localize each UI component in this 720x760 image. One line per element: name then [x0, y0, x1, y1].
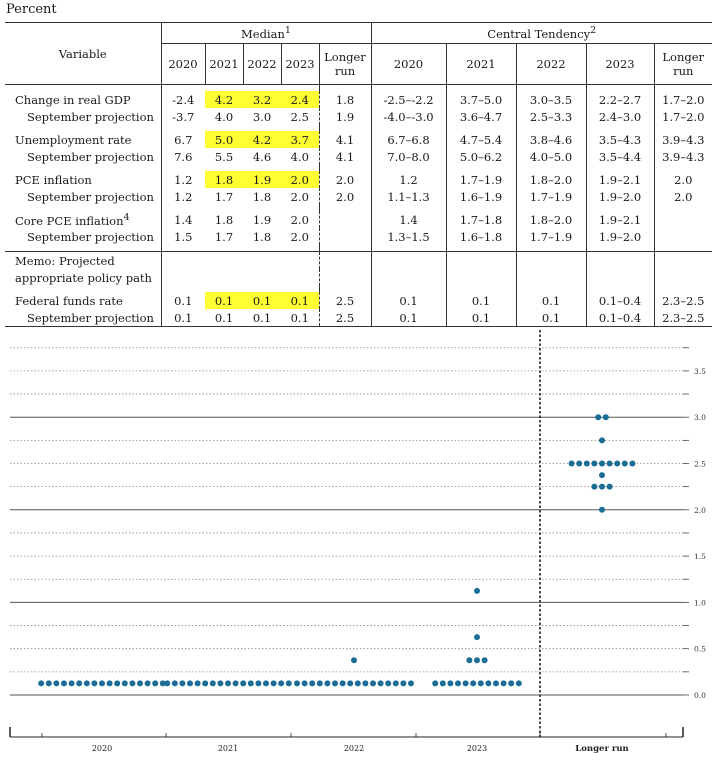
median-cell: 0.1: [161, 292, 205, 309]
dot-point: [393, 680, 399, 686]
central-tendency-cell: 1.7–1.8: [446, 211, 516, 228]
central-tendency-cell: 3.0–3.5: [516, 91, 586, 108]
median-longer-run-cell: 1.8: [319, 91, 371, 108]
dot-point: [355, 680, 361, 686]
memo-label-2: appropriate policy path: [15, 270, 152, 285]
projections-table: [5, 22, 712, 327]
dot-point: [351, 657, 357, 663]
dot-point: [378, 680, 384, 686]
memo-row-1: [5, 252, 712, 270]
dot-point: [576, 461, 582, 467]
median-cell: 1.5: [161, 228, 205, 245]
central-tendency-cell: 6.7–6.8: [371, 131, 446, 148]
x-tick-label: 2020: [91, 744, 113, 753]
memo-label: Memo: Projected: [5, 252, 161, 270]
median-longer-run-cell: 4.1: [319, 131, 371, 148]
central-tendency-cell: 1.8–2.0: [516, 171, 586, 188]
row-label: September projection: [5, 309, 161, 327]
dot-point: [145, 680, 151, 686]
dot-point: [99, 680, 105, 686]
dot-point: [629, 461, 635, 467]
ct-longer-run-cell: 3.9–4.3: [654, 148, 712, 165]
dot-point: [516, 680, 522, 686]
variable-header: Variable: [5, 23, 161, 85]
dot-point: [61, 680, 67, 686]
central-tendency-cell: 5.0–6.2: [446, 148, 516, 165]
y-tick-label: 1.0: [694, 598, 706, 608]
median-cell: 2.0: [290, 189, 309, 204]
dot-point: [38, 680, 44, 686]
dot-point: [478, 680, 484, 686]
ct-longer-run-cell: 2.0: [654, 188, 712, 205]
central-tendency-cell: 1.6–1.9: [446, 188, 516, 205]
table-row: [5, 108, 712, 125]
dot-point: [53, 680, 59, 686]
dot-point: [69, 680, 75, 686]
dot-point: [474, 588, 480, 594]
median-cell: 0.1: [205, 309, 243, 327]
table-row: [5, 188, 712, 205]
median-cell: 1.8: [205, 171, 243, 188]
central-tendency-cell: 1.9–2.0: [586, 188, 654, 205]
median-cell: 6.7: [161, 131, 205, 148]
median-cell: 1.8: [252, 189, 272, 204]
median-cell: 1.2: [161, 188, 205, 205]
median-cell: 2.0: [290, 212, 309, 227]
median-header: Median$^1$: [161, 23, 371, 44]
ct-longer-run-cell: 1.7–2.0: [654, 108, 712, 125]
dot-point: [195, 680, 201, 686]
median-year-2022: 2022: [243, 44, 281, 85]
table-row: [5, 91, 712, 108]
central-tendency-cell: 3.5–4.3: [586, 131, 654, 148]
dot-point: [591, 484, 597, 490]
dot-point: [172, 680, 178, 686]
ct-longer-run-cell: [654, 211, 712, 228]
median-cell: 1.7: [214, 189, 234, 204]
ct-longer-run-cell: 2.3–2.5: [654, 309, 712, 327]
dot-point: [474, 657, 480, 663]
row-label: September projection: [27, 149, 154, 164]
central-tendency-cell: 3.7–5.0: [446, 91, 516, 108]
central-tendency-cell: 2.4–3.0: [586, 108, 654, 125]
central-tendency-cell: 0.1: [371, 309, 446, 327]
x-tick-label: Longer run: [575, 744, 629, 754]
median-cell: 0.1: [205, 292, 243, 309]
dot-point: [408, 680, 414, 686]
dot-point: [599, 507, 605, 513]
y-tick-label: 0.5: [694, 644, 706, 654]
median-cell: 0.1: [243, 309, 281, 327]
row-label: September projection: [27, 229, 154, 244]
central-tendency-cell: 0.1–0.4: [586, 292, 654, 309]
main-rows: [5, 85, 712, 252]
grid-lines: [10, 348, 689, 695]
ct-year-2023: 2023: [586, 44, 654, 85]
x-tick-label: 2021: [217, 744, 239, 753]
dot-point: [324, 680, 330, 686]
median-cell: 3.7: [281, 131, 319, 148]
median-cell: 3.2: [243, 91, 281, 108]
dot-point: [482, 657, 488, 663]
median-longer-run-header: Longer run: [319, 44, 371, 85]
dot-point: [474, 634, 480, 640]
median-longer-run-cell: 1.9: [319, 108, 371, 125]
table-row: [5, 148, 712, 165]
median-longer-run-cell: 2.5: [319, 309, 371, 327]
dot-point: [501, 680, 507, 686]
median-cell: 5.0: [205, 131, 243, 148]
ct-longer-run-cell: 3.9–4.3: [654, 131, 712, 148]
dot-point: [607, 484, 613, 490]
dot-point: [129, 680, 135, 686]
median-cell: 1.8: [214, 212, 234, 227]
central-tendency-cell: 1.9–2.0: [586, 228, 654, 245]
dot-point: [217, 680, 223, 686]
median-longer-run-cell: 2.5: [319, 292, 371, 309]
dot-point: [485, 680, 491, 686]
dot-point: [286, 680, 292, 686]
central-tendency-cell: 0.1: [446, 309, 516, 327]
median-longer-run-cell: 2.0: [319, 188, 371, 205]
dot-point: [362, 680, 368, 686]
central-tendency-cell: 3.8–4.6: [516, 131, 586, 148]
central-tendency-cell: 1.7–1.9: [516, 188, 586, 205]
central-tendency-cell: 2.5–3.3: [516, 108, 586, 125]
central-tendency-cell: -4.0–-3.0: [371, 108, 446, 125]
ct-year-2020: 2020: [371, 44, 446, 85]
central-tendency-cell: 0.1–0.4: [586, 309, 654, 327]
table-row: [5, 131, 712, 148]
median-cell: 0.1: [281, 309, 319, 327]
dot-point: [240, 680, 246, 686]
median-cell: 2.0: [281, 171, 319, 188]
table-row: [5, 171, 712, 188]
y-tick-label: 2.5: [694, 459, 706, 469]
central-tendency-cell: 1.4: [371, 211, 446, 228]
y-tick-label: 3.5: [694, 366, 706, 376]
central-tendency-cell: 3.6–4.7: [446, 108, 516, 125]
median-cell: 2.0: [290, 229, 309, 244]
dot-point: [607, 461, 613, 467]
median-year-2020: 2020: [161, 44, 205, 85]
dot-point: [278, 680, 284, 686]
central-tendency-cell: 1.1–1.3: [371, 188, 446, 205]
central-tendency-cell: 1.6–1.8: [446, 228, 516, 245]
median-cell: 2.5: [290, 109, 309, 124]
median-cell: 2.4: [281, 91, 319, 108]
median-year-2023: 2023: [281, 44, 319, 85]
median-cell: 1.2: [161, 171, 205, 188]
dot-point: [447, 680, 453, 686]
dot-point: [470, 680, 476, 686]
dot-point: [340, 680, 346, 686]
median-cell: 1.4: [161, 211, 205, 228]
row-label: Unemployment rate: [15, 132, 132, 147]
central-tendency-cell: 0.1: [516, 292, 586, 309]
row-label: Change in real GDP: [15, 92, 131, 107]
dot-point: [202, 680, 208, 686]
dot-point: [114, 680, 120, 686]
table-row: [5, 309, 712, 327]
central-tendency-cell: 4.0–5.0: [516, 148, 586, 165]
ffr-rows: [5, 286, 712, 327]
median-cell: 0.1: [281, 292, 319, 309]
dot-point: [614, 461, 620, 467]
dot-point: [440, 680, 446, 686]
central-tendency-cell: 1.9–2.1: [586, 211, 654, 228]
dot-point: [210, 680, 216, 686]
y-tick-labels: [694, 367, 706, 700]
central-tendency-cell: 0.1: [516, 309, 586, 327]
dot-point: [603, 414, 609, 420]
central-tendency-cell: 0.1: [371, 292, 446, 309]
central-tendency-cell: 1.8–2.0: [516, 211, 586, 228]
dot-point: [508, 680, 514, 686]
dot-point: [599, 437, 605, 443]
dot-point: [179, 680, 185, 686]
ct-longer-run-cell: [654, 228, 712, 245]
y-tick-label: 2.0: [694, 505, 706, 515]
x-tick-label: 2023: [466, 744, 488, 753]
dot-point: [84, 680, 90, 686]
dot-point: [595, 414, 601, 420]
central-tendency-cell: 3.5–4.4: [586, 148, 654, 165]
dot-point: [233, 680, 239, 686]
ct-year-2022: 2022: [516, 44, 586, 85]
median-cell: 1.7: [214, 229, 234, 244]
ct-longer-run-header: Longer run: [654, 44, 712, 85]
dot-point: [46, 680, 52, 686]
central-tendency-cell: 1.3–1.5: [371, 228, 446, 245]
y-tick-label: 0.0: [694, 691, 706, 700]
dot-point: [599, 461, 605, 467]
central-tendency-header: Central Tendency$^2$: [371, 23, 712, 44]
row-label: Core PCE inflation$^4$: [15, 211, 130, 228]
median-cell: -3.7: [161, 108, 205, 125]
dot-point: [455, 680, 461, 686]
dot-point: [622, 461, 628, 467]
dot-point: [385, 680, 391, 686]
dot-point: [122, 680, 128, 686]
dot-point: [370, 680, 376, 686]
dot-point: [400, 680, 406, 686]
percent-label: Percent: [6, 2, 57, 17]
dot-point: [137, 680, 143, 686]
dot-point: [263, 680, 269, 686]
dot-point: [302, 680, 308, 686]
median-cell: 3.0: [252, 109, 272, 124]
dot-point: [309, 680, 315, 686]
dot-point: [271, 680, 277, 686]
row-label: PCE inflation: [15, 172, 92, 187]
ct-longer-run-cell: 2.0: [654, 171, 712, 188]
median-cell: 0.1: [243, 292, 281, 309]
median-cell: 1.8: [252, 229, 272, 244]
median-cell: 4.2: [243, 131, 281, 148]
dot-point: [225, 680, 231, 686]
median-cell: -2.4: [161, 91, 205, 108]
dot-point: [248, 680, 254, 686]
median-cell: 4.6: [252, 149, 272, 164]
central-tendency-cell: 7.0–8.0: [371, 148, 446, 165]
ct-longer-run-cell: 1.7–2.0: [654, 91, 712, 108]
table-row: [5, 211, 712, 228]
median-year-2021: 2021: [205, 44, 243, 85]
central-tendency-cell: 2.2–2.7: [586, 91, 654, 108]
median-longer-run-cell: 4.1: [319, 148, 371, 165]
median-cell: 4.2: [205, 91, 243, 108]
memo-row-2: [5, 269, 712, 286]
y-tick-label: 1.5: [694, 552, 706, 562]
median-cell: 4.0: [290, 149, 309, 164]
median-longer-run-cell: [319, 228, 371, 245]
row-label: September projection: [27, 109, 154, 124]
dot-point: [432, 680, 438, 686]
median-cell: 7.6: [161, 148, 205, 165]
x-axis: [10, 330, 683, 754]
dot-point: [107, 680, 113, 686]
central-tendency-cell: -2.5–-2.2: [371, 91, 446, 108]
dot-point: [584, 461, 590, 467]
y-tick-label: 3.0: [694, 413, 706, 423]
table-row: [5, 228, 712, 245]
median-cell: 4.0: [214, 109, 234, 124]
dot-point: [493, 680, 499, 686]
median-cell: 0.1: [161, 309, 205, 327]
dot-point: [569, 461, 575, 467]
central-tendency-cell: 1.7–1.9: [446, 171, 516, 188]
dot-point: [599, 484, 605, 490]
ct-year-2021: 2021: [446, 44, 516, 85]
dot-plot: [0, 330, 720, 760]
dot-point: [463, 680, 469, 686]
dot-point: [332, 680, 338, 686]
dot-point: [91, 680, 97, 686]
median-longer-run-cell: 2.0: [319, 171, 371, 188]
central-tendency-cell: 1.9–2.1: [586, 171, 654, 188]
dot-point: [591, 461, 597, 467]
dot-point: [187, 680, 193, 686]
dot-point: [466, 657, 472, 663]
row-label: September projection: [27, 189, 154, 204]
dot-point: [152, 680, 158, 686]
dot-point: [317, 680, 323, 686]
dot-point: [347, 680, 353, 686]
dot-point: [76, 680, 82, 686]
dots: [38, 414, 635, 686]
dot-point: [599, 472, 605, 478]
central-tendency-cell: 0.1: [446, 292, 516, 309]
median-cell: 1.9: [243, 171, 281, 188]
ct-longer-run-cell: 2.3–2.5: [654, 292, 712, 309]
row-label: Federal funds rate: [15, 293, 123, 308]
central-tendency-cell: 1.7–1.9: [516, 228, 586, 245]
x-tick-label: 2022: [343, 744, 365, 753]
central-tendency-cell: 1.2: [371, 171, 446, 188]
dot-point: [294, 680, 300, 686]
median-longer-run-cell: [319, 211, 371, 228]
median-cell: 5.5: [214, 149, 234, 164]
central-tendency-cell: 4.7–5.4: [446, 131, 516, 148]
dot-point: [255, 680, 261, 686]
dot-point: [164, 680, 170, 686]
table-row: [5, 292, 712, 309]
median-cell: 1.9: [252, 212, 272, 227]
